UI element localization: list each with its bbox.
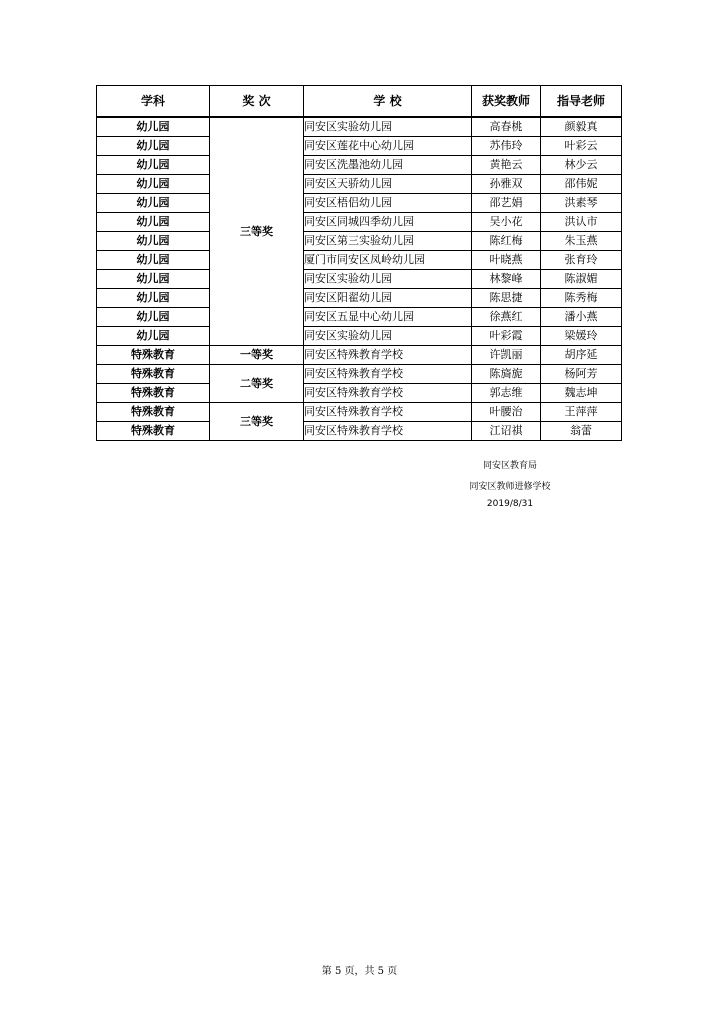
cell-winner: 陈旖旎 bbox=[472, 365, 541, 384]
cell-award: 三等奖 bbox=[210, 117, 304, 346]
table-row bbox=[97, 346, 622, 365]
table-row bbox=[97, 403, 622, 422]
cell-mentor: 潘小燕 bbox=[541, 308, 622, 327]
cell-school: 同安区特殊教育学校 bbox=[304, 403, 472, 422]
table-header-row bbox=[97, 86, 622, 118]
cell-mentor: 洪素琴 bbox=[541, 194, 622, 213]
table-row bbox=[97, 175, 622, 194]
table-row bbox=[97, 384, 622, 403]
cell-winner: 邵艺娟 bbox=[472, 194, 541, 213]
cell-subject: 幼儿园 bbox=[97, 137, 210, 156]
footer-org-education-bureau: 同安区教育局 bbox=[482, 461, 537, 471]
cell-school: 同安区莲花中心幼儿园 bbox=[304, 137, 472, 156]
cell-winner: 苏伟玲 bbox=[472, 137, 541, 156]
cell-mentor: 杨阿芳 bbox=[541, 365, 622, 384]
table-row bbox=[97, 422, 622, 441]
cell-winner: 江诏祺 bbox=[472, 422, 541, 441]
cell-mentor: 颜毅真 bbox=[541, 117, 622, 137]
table-body bbox=[97, 117, 622, 441]
cell-winner: 郭志维 bbox=[472, 384, 541, 403]
cell-subject: 特殊教育 bbox=[97, 403, 210, 422]
cell-school: 同安区实验幼儿园 bbox=[304, 117, 472, 137]
cell-mentor: 张育玲 bbox=[541, 251, 622, 270]
cell-award: 二等奖 bbox=[210, 365, 304, 403]
cell-mentor: 翁蕾 bbox=[541, 422, 622, 441]
cell-subject: 幼儿园 bbox=[97, 251, 210, 270]
cell-winner: 陈思捷 bbox=[472, 289, 541, 308]
table-row bbox=[97, 308, 622, 327]
cell-mentor: 陈秀梅 bbox=[541, 289, 622, 308]
cell-subject: 幼儿园 bbox=[97, 117, 210, 137]
cell-award: 三等奖 bbox=[210, 403, 304, 441]
table-row bbox=[97, 117, 622, 137]
cell-school: 厦门市同安区凤岭幼儿园 bbox=[304, 251, 472, 270]
cell-subject: 幼儿园 bbox=[97, 327, 210, 346]
table-row bbox=[97, 270, 622, 289]
cell-school: 同安区特殊教育学校 bbox=[304, 365, 472, 384]
cell-winner: 孙雅双 bbox=[472, 175, 541, 194]
cell-mentor: 陈淑媚 bbox=[541, 270, 622, 289]
table-row bbox=[97, 232, 622, 251]
cell-winner: 林黎峰 bbox=[472, 270, 541, 289]
table-row bbox=[97, 365, 622, 384]
cell-school: 同安区实验幼儿园 bbox=[304, 327, 472, 346]
cell-subject: 幼儿园 bbox=[97, 194, 210, 213]
cell-school: 同安区实验幼儿园 bbox=[304, 270, 472, 289]
cell-mentor: 胡序延 bbox=[541, 346, 622, 365]
cell-winner: 叶腰治 bbox=[472, 403, 541, 422]
table-row bbox=[97, 213, 622, 232]
footer-org-teacher-school: 同安区教师进修学校 bbox=[469, 482, 551, 492]
header-mentor: 指导老师 bbox=[541, 86, 622, 118]
header-winner: 获奖教师 bbox=[472, 86, 541, 118]
cell-school: 同安区天骄幼儿园 bbox=[304, 175, 472, 194]
header-subject: 学科 bbox=[97, 86, 210, 118]
cell-subject: 幼儿园 bbox=[97, 270, 210, 289]
cell-winner: 许凯丽 bbox=[472, 346, 541, 365]
cell-winner: 黄艳云 bbox=[472, 156, 541, 175]
cell-subject: 特殊教育 bbox=[97, 422, 210, 441]
cell-school: 同安区同城四季幼儿园 bbox=[304, 213, 472, 232]
cell-mentor: 叶彩云 bbox=[541, 137, 622, 156]
cell-mentor: 朱玉燕 bbox=[541, 232, 622, 251]
cell-subject: 幼儿园 bbox=[97, 213, 210, 232]
cell-school: 同安区梧侣幼儿园 bbox=[304, 194, 472, 213]
header-award: 奖 次 bbox=[210, 86, 304, 118]
cell-winner: 吴小花 bbox=[472, 213, 541, 232]
cell-subject: 幼儿园 bbox=[97, 289, 210, 308]
cell-mentor: 洪认市 bbox=[541, 213, 622, 232]
table-row bbox=[97, 194, 622, 213]
cell-subject: 幼儿园 bbox=[97, 308, 210, 327]
cell-subject: 特殊教育 bbox=[97, 365, 210, 384]
cell-school: 同安区五显中心幼儿园 bbox=[304, 308, 472, 327]
cell-subject: 幼儿园 bbox=[97, 175, 210, 194]
cell-mentor: 邵伟妮 bbox=[541, 175, 622, 194]
footer-date: 2019/8/31 bbox=[486, 499, 534, 509]
cell-subject: 幼儿园 bbox=[97, 156, 210, 175]
cell-school: 同安区洗墨池幼儿园 bbox=[304, 156, 472, 175]
table-row bbox=[97, 137, 622, 156]
cell-winner: 高春桃 bbox=[472, 117, 541, 137]
cell-school: 同安区特殊教育学校 bbox=[304, 384, 472, 403]
cell-school: 同安区特殊教育学校 bbox=[304, 422, 472, 441]
table-row bbox=[97, 156, 622, 175]
table-row bbox=[97, 327, 622, 346]
cell-mentor: 魏志坤 bbox=[541, 384, 622, 403]
cell-mentor: 林少云 bbox=[541, 156, 622, 175]
cell-mentor: 梁媛玲 bbox=[541, 327, 622, 346]
cell-school: 同安区特殊教育学校 bbox=[304, 346, 472, 365]
cell-subject: 特殊教育 bbox=[97, 384, 210, 403]
page-number: 第 5 页，共 5 页 bbox=[321, 966, 398, 977]
header-school: 学 校 bbox=[304, 86, 472, 118]
awards-table bbox=[96, 85, 622, 441]
cell-winner: 徐燕红 bbox=[472, 308, 541, 327]
cell-winner: 陈红梅 bbox=[472, 232, 541, 251]
cell-award: 一等奖 bbox=[210, 346, 304, 365]
table-row bbox=[97, 289, 622, 308]
cell-winner: 叶晓燕 bbox=[472, 251, 541, 270]
cell-subject: 幼儿园 bbox=[97, 232, 210, 251]
cell-subject: 特殊教育 bbox=[97, 346, 210, 365]
table-row bbox=[97, 251, 622, 270]
cell-mentor: 王萍萍 bbox=[541, 403, 622, 422]
cell-school: 同安区阳翟幼儿园 bbox=[304, 289, 472, 308]
cell-winner: 叶彩霞 bbox=[472, 327, 541, 346]
cell-school: 同安区第三实验幼儿园 bbox=[304, 232, 472, 251]
